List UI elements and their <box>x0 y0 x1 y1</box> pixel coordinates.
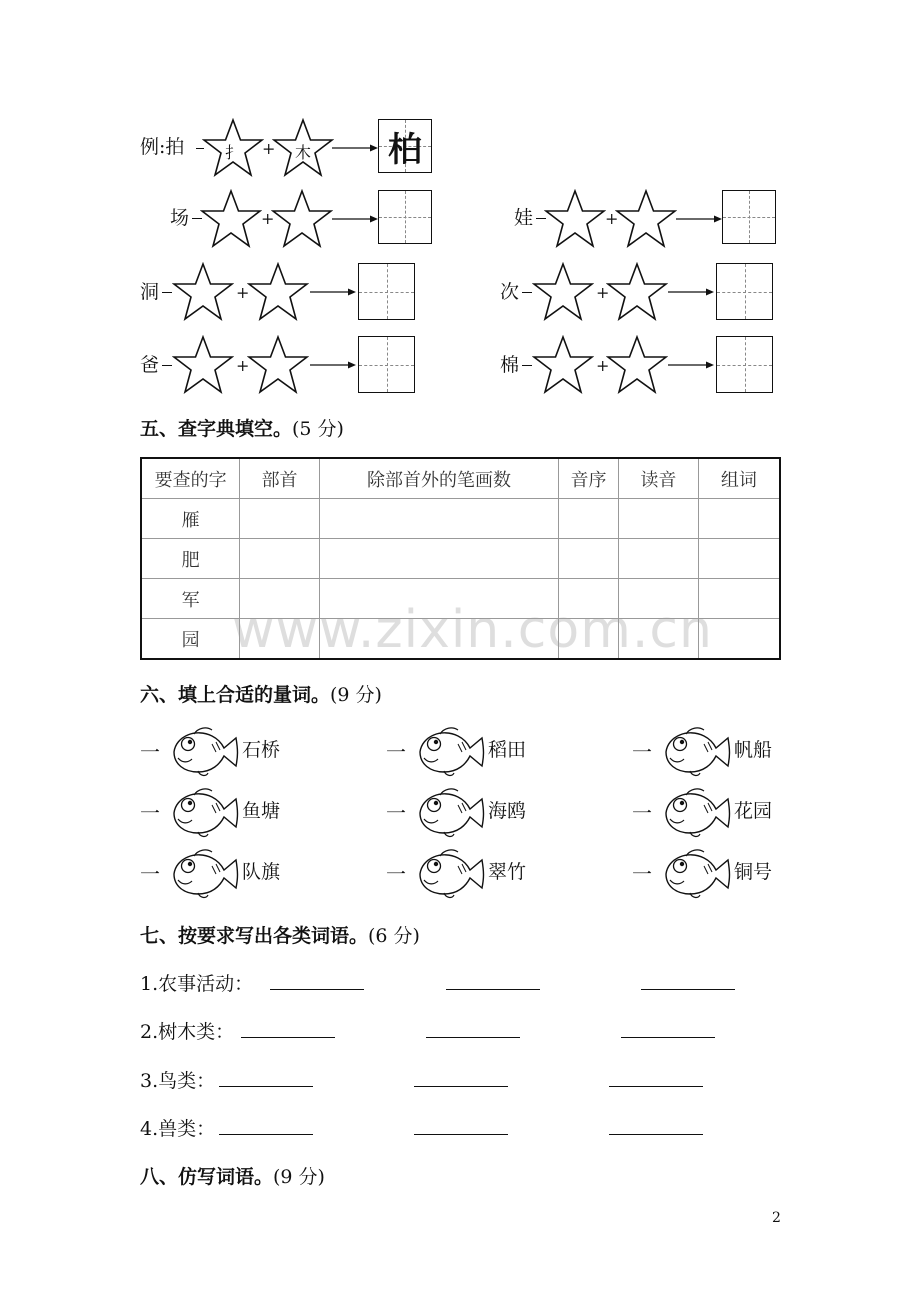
answer-cell[interactable] <box>319 539 558 579</box>
column-header: 组词 <box>698 458 780 499</box>
prefix-one: 一 <box>386 862 406 886</box>
category-label: 3.鸟类： <box>140 1070 216 1092</box>
noun-word: 花园 <box>734 800 773 822</box>
lookup-char: 园 <box>141 619 240 660</box>
answer-cell[interactable] <box>618 539 698 579</box>
noun-word: 队旗 <box>242 861 281 883</box>
section6-title <box>140 680 382 707</box>
row-char: 棉 <box>500 354 520 376</box>
fish-icon[interactable] <box>168 844 240 900</box>
prefix-one: 一 <box>632 740 652 764</box>
arrow-icon <box>332 214 378 224</box>
star-radical: 扌 <box>224 143 241 162</box>
answer-cell[interactable] <box>698 539 780 579</box>
star-icon <box>202 118 264 178</box>
lookup-char: 军 <box>141 579 240 619</box>
fish-icon[interactable] <box>168 722 240 778</box>
plus-sign: + <box>262 139 276 158</box>
noun-word: 翠竹 <box>488 861 527 883</box>
arrow-icon <box>668 360 714 370</box>
prefix-one: 一 <box>140 862 160 886</box>
table-row <box>141 539 780 579</box>
answer-blank[interactable] <box>219 1134 313 1135</box>
column-header: 要查的字 <box>141 458 240 499</box>
column-header: 读音 <box>618 458 698 499</box>
star-component: 木 <box>294 143 311 162</box>
answer-blank[interactable] <box>414 1134 508 1135</box>
star-icon[interactable] <box>200 189 262 249</box>
fish-icon[interactable] <box>414 844 486 900</box>
answer-cell[interactable] <box>698 499 780 539</box>
arrow-icon <box>668 287 714 297</box>
category-label: 4.兽类： <box>140 1118 216 1140</box>
plus-sign: + <box>261 209 275 228</box>
dash <box>522 365 532 366</box>
example-label: 例:拍 <box>140 136 185 158</box>
star-icon[interactable] <box>606 335 668 395</box>
star-icon[interactable] <box>247 335 309 395</box>
plus-sign: + <box>236 356 250 375</box>
answer-blank[interactable] <box>426 1037 520 1038</box>
answer-cell[interactable] <box>240 499 320 539</box>
prefix-one: 一 <box>632 801 652 825</box>
section5-title-text: 五、查字典填空。 <box>140 418 293 440</box>
prefix-one: 一 <box>632 862 652 886</box>
answer-blank[interactable] <box>414 1086 508 1087</box>
noun-word: 石桥 <box>242 739 281 761</box>
section8-title-text: 八、仿写词语。 <box>140 1166 274 1188</box>
answer-box <box>378 119 432 173</box>
noun-word: 铜号 <box>734 861 773 883</box>
arrow-icon <box>332 143 378 153</box>
section8-title <box>140 1162 325 1189</box>
lookup-char: 雁 <box>141 499 240 539</box>
answer-box[interactable] <box>378 190 432 244</box>
plus-sign: + <box>236 283 250 302</box>
answer-blank[interactable] <box>219 1086 313 1087</box>
star-icon[interactable] <box>247 262 309 322</box>
star-icon[interactable] <box>532 335 594 395</box>
answer-box[interactable] <box>358 263 415 320</box>
noun-word: 帆船 <box>734 739 773 761</box>
example-result: 柏 <box>388 129 422 170</box>
answer-box[interactable] <box>722 190 776 244</box>
answer-box[interactable] <box>358 336 415 393</box>
answer-box[interactable] <box>716 263 773 320</box>
watermark: www.zixin.com.cn <box>232 600 713 660</box>
answer-cell[interactable] <box>319 499 558 539</box>
answer-cell[interactable] <box>240 539 320 579</box>
fish-icon[interactable] <box>414 722 486 778</box>
section7-score: (6 分) <box>368 925 420 947</box>
arrow-icon <box>310 287 356 297</box>
row-char: 洞 <box>140 281 160 303</box>
noun-word: 海鸥 <box>488 800 527 822</box>
column-header: 除部首外的笔画数 <box>319 458 558 499</box>
answer-blank[interactable] <box>641 989 735 990</box>
star-icon[interactable] <box>271 189 333 249</box>
answer-cell[interactable] <box>559 539 619 579</box>
row-char: 次 <box>500 281 520 303</box>
fish-icon[interactable] <box>660 844 732 900</box>
table-row <box>141 499 780 539</box>
answer-blank[interactable] <box>270 989 364 990</box>
fish-icon[interactable] <box>414 783 486 839</box>
prefix-one: 一 <box>140 801 160 825</box>
dash <box>162 292 172 293</box>
section5-title <box>140 414 344 441</box>
section6-score: (9 分) <box>330 684 382 706</box>
plus-sign: + <box>596 283 610 302</box>
arrow-icon <box>676 214 722 224</box>
plus-sign: + <box>596 356 610 375</box>
row-char: 爸 <box>140 354 160 376</box>
section6-title-text: 六、填上合适的量词。 <box>140 684 331 706</box>
answer-blank[interactable] <box>621 1037 715 1038</box>
answer-blank[interactable] <box>446 989 540 990</box>
star-icon <box>272 118 334 178</box>
arrow-icon <box>310 360 356 370</box>
prefix-one: 一 <box>386 801 406 825</box>
noun-word: 鱼塘 <box>242 800 281 822</box>
plus-sign: + <box>605 209 619 228</box>
answer-blank[interactable] <box>609 1086 703 1087</box>
answer-box[interactable] <box>716 336 773 393</box>
lookup-char: 肥 <box>141 539 240 579</box>
star-icon[interactable] <box>606 262 668 322</box>
dash <box>522 292 532 293</box>
answer-cell[interactable] <box>559 499 619 539</box>
table-header-row <box>141 458 780 499</box>
star-icon[interactable] <box>172 262 234 322</box>
section7-title-text: 七、按要求写出各类词语。 <box>140 925 369 947</box>
noun-word: 稻田 <box>488 739 527 761</box>
answer-cell[interactable] <box>618 499 698 539</box>
fish-icon[interactable] <box>168 783 240 839</box>
category-label: 1.农事活动： <box>140 973 254 995</box>
star-icon[interactable] <box>615 189 677 249</box>
section8-score: (9 分) <box>273 1166 325 1188</box>
page-number: 2 <box>772 1210 781 1226</box>
column-header: 音序 <box>559 458 619 499</box>
answer-blank[interactable] <box>241 1037 335 1038</box>
prefix-one: 一 <box>386 740 406 764</box>
fish-icon[interactable] <box>660 783 732 839</box>
fish-icon[interactable] <box>660 722 732 778</box>
answer-blank[interactable] <box>609 1134 703 1135</box>
row-char: 场 <box>170 207 190 229</box>
prefix-one: 一 <box>140 740 160 764</box>
star-icon[interactable] <box>532 262 594 322</box>
section7-title <box>140 921 420 948</box>
section5-score: (5 分) <box>292 418 344 440</box>
star-icon[interactable] <box>172 335 234 395</box>
category-label: 2.树木类： <box>140 1021 235 1043</box>
dash <box>162 365 172 366</box>
row-char: 娃 <box>514 207 534 229</box>
column-header: 部首 <box>240 458 320 499</box>
star-icon[interactable] <box>544 189 606 249</box>
